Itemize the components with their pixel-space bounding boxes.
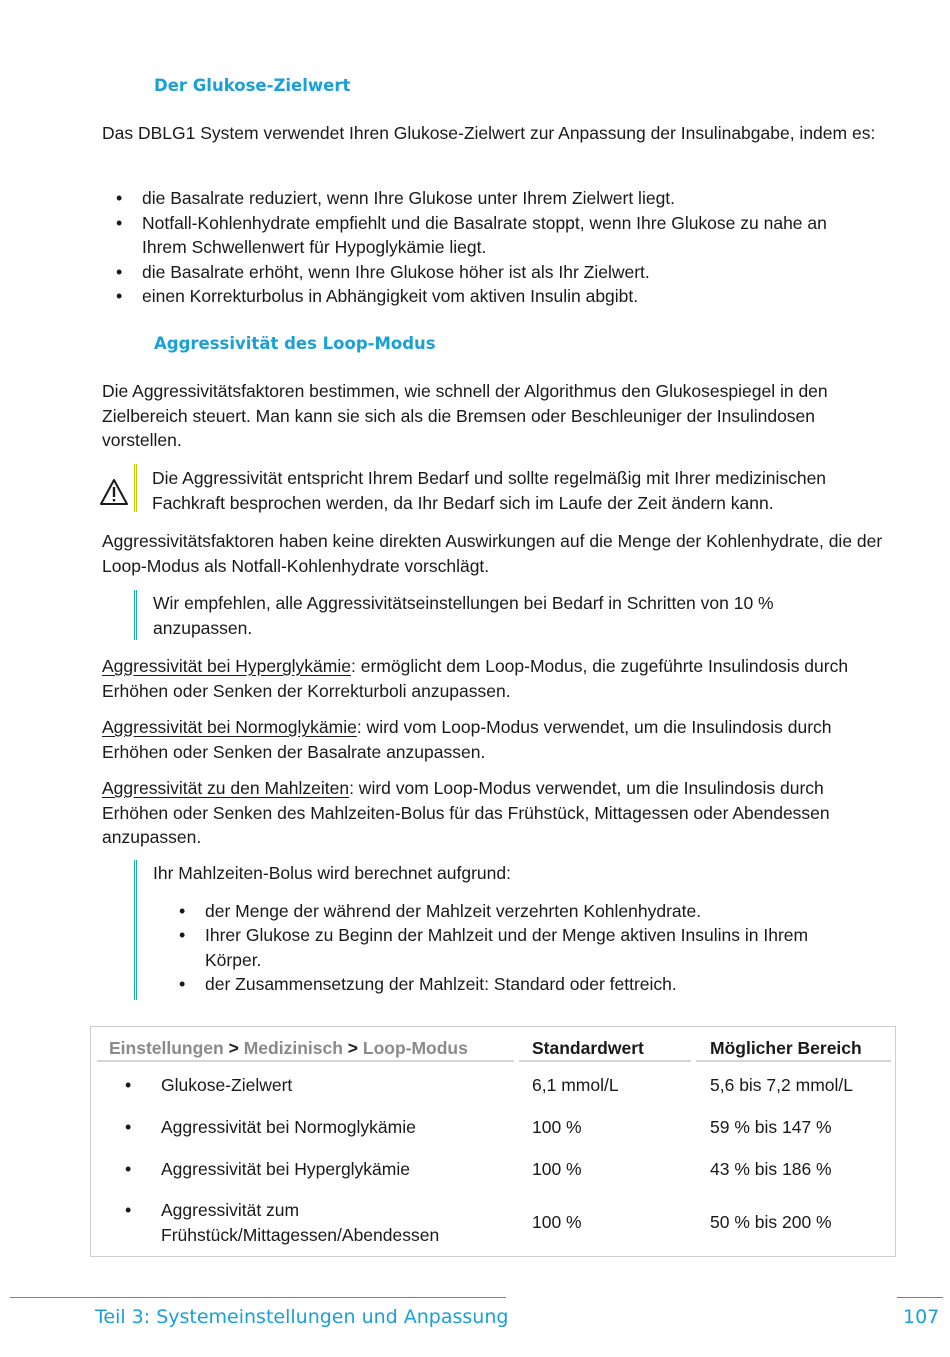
row-name: Aggressivität bei Hyperglykämie: [161, 1159, 410, 1179]
header-divider: [97, 1060, 514, 1062]
list-item: • Ihrer Glukose zu Beginn der Mahlzeit und der Menge aktiven Insulins in Ihrem Körper.: [165, 923, 845, 972]
meal-definition: [102, 776, 892, 850]
aggressiveness-intro: Die Aggressivitätsfaktoren bestimmen, wie schnell der Algorithmus den Glukosespiegel in den Zielbereich steuert. Man kann sie sich als die Bremsen oder Beschleuniger der Insulindosen vorstellen.: [102, 381, 828, 450]
list-item: • der Zusammensetzung der Mahlzeit: Standard oder fettreich.: [165, 972, 845, 997]
path-medical: Medizinisch: [243, 1038, 343, 1058]
row-default: 100 %: [532, 1117, 582, 1137]
header-divider: [519, 1060, 691, 1062]
note-steps: [134, 590, 893, 640]
row-bullet: •: [125, 1200, 132, 1220]
meal-bullet-list: [165, 899, 845, 997]
hyper-definition: [102, 654, 892, 703]
aggressiveness-para2: Aggressivitätsfaktoren haben keine direkten Auswirkungen auf die Menge der Kohlenhydrate, die der Loop-Modus als Notfall-Kohlenhydrate vorschlägt.: [102, 531, 883, 576]
meal-text: : wird vom Loop-Modus verwendet, um die Insulindosis durch Erhöhen oder Senken des Mahlzeiten-Bolus für das Frühstück, Mittagessen oder Abendessen anzupassen.: [102, 778, 830, 847]
normo-definition: [102, 715, 892, 764]
settings-path: [109, 1036, 468, 1061]
warning-bar: [134, 464, 138, 512]
col-header-range: Möglicher Bereich: [710, 1038, 862, 1058]
hyper-term: Aggressivität bei Hyperglykämie: [102, 656, 351, 676]
row-bullet: •: [125, 1117, 132, 1137]
row-range: 50 % bis 200 %: [710, 1212, 832, 1232]
list-item: • die Basalrate erhöht, wenn Ihre Glukose höher ist als Ihr Zielwert.: [102, 260, 872, 285]
section-heading-glucose-target: Der Glukose-Zielwert: [154, 76, 351, 95]
section-heading-loop-aggressiveness: Aggressivität des Loop-Modus: [154, 334, 436, 353]
page-number: 107: [903, 1306, 940, 1328]
footer-chapter-title: Teil 3: Systemeinstellungen und Anpassung: [95, 1306, 509, 1328]
glucose-bullet-list: [102, 186, 872, 309]
path-separator: >: [347, 1038, 359, 1058]
row-default: 100 %: [532, 1159, 582, 1179]
settings-table: [90, 1026, 896, 1257]
meal-term: Aggressivität zu den Mahlzeiten: [102, 778, 350, 798]
warning-text: Die Aggressivität entspricht Ihrem Bedarf und sollte regelmäßig mit Ihrer medizinischen Fachkraft besprochen werden, da Ihr Bedarf sich im Laufe der Zeit ändern kann.: [152, 468, 827, 513]
row-range: 43 % bis 186 %: [710, 1159, 832, 1179]
path-loop-mode: Loop-Modus: [362, 1038, 468, 1058]
normo-text: : wird vom Loop-Modus verwendet, um die Insulindosis durch Erhöhen oder Senken der Basalrate anzupassen.: [102, 717, 832, 762]
row-name: Aggressivität bei Normoglykämie: [161, 1117, 416, 1137]
header-divider: [696, 1060, 891, 1062]
row-default: 6,1 mmol/L: [532, 1075, 619, 1095]
row-bullet: •: [125, 1159, 132, 1179]
row-default: 100 %: [532, 1212, 582, 1232]
list-item: • einen Korrekturbolus in Abhängigkeit vom aktiven Insulin abgibt.: [102, 284, 872, 309]
col-header-default: Standardwert: [532, 1038, 644, 1058]
glucose-intro: Das DBLG1 System verwendet Ihren Glukose-Zielwert zur Anpassung der Insulinabgabe, indem es:: [102, 123, 876, 143]
list-item: • die Basalrate reduziert, wenn Ihre Glukose unter Ihrem Zielwert liegt.: [102, 186, 872, 211]
row-name: Glukose-Zielwert: [161, 1075, 293, 1095]
footer-divider: [897, 1297, 943, 1298]
row-range: 5,6 bis 7,2 mmol/L: [710, 1075, 853, 1095]
list-item: • der Menge der während der Mahlzeit verzehrten Kohlenhydrate.: [165, 899, 845, 924]
path-separator: >: [228, 1038, 239, 1058]
warning-triangle-icon: [99, 478, 129, 506]
hyper-text: : ermöglicht dem Loop-Modus, die zugeführte Insulindosis durch Erhöhen oder Senken der Korrekturboli anzupassen.: [102, 656, 849, 701]
note-meal-bolus: [134, 860, 893, 1000]
note-meal-intro: Ihr Mahlzeiten-Bolus wird berechnet aufgrund:: [153, 863, 511, 883]
list-item: • Notfall-Kohlenhydrate empfiehlt und die Basalrate stoppt, wenn Ihre Glukose zu nahe an Ihrem Schwellenwert für Hypoglykämie liegt.: [102, 211, 872, 260]
note-text: Wir empfehlen, alle Aggressivitätseinstellungen bei Bedarf in Schritten von 10 % anzupassen.: [153, 593, 774, 638]
path-settings: Einstellungen: [109, 1038, 224, 1058]
footer-divider: [10, 1297, 506, 1298]
row-name: Aggressivität zum Frühstück/Mittagessen/Abendessen: [161, 1200, 440, 1245]
normo-term: Aggressivität bei Normoglykämie: [102, 717, 357, 737]
row-bullet: •: [125, 1075, 132, 1095]
row-range: 59 % bis 147 %: [710, 1117, 832, 1137]
